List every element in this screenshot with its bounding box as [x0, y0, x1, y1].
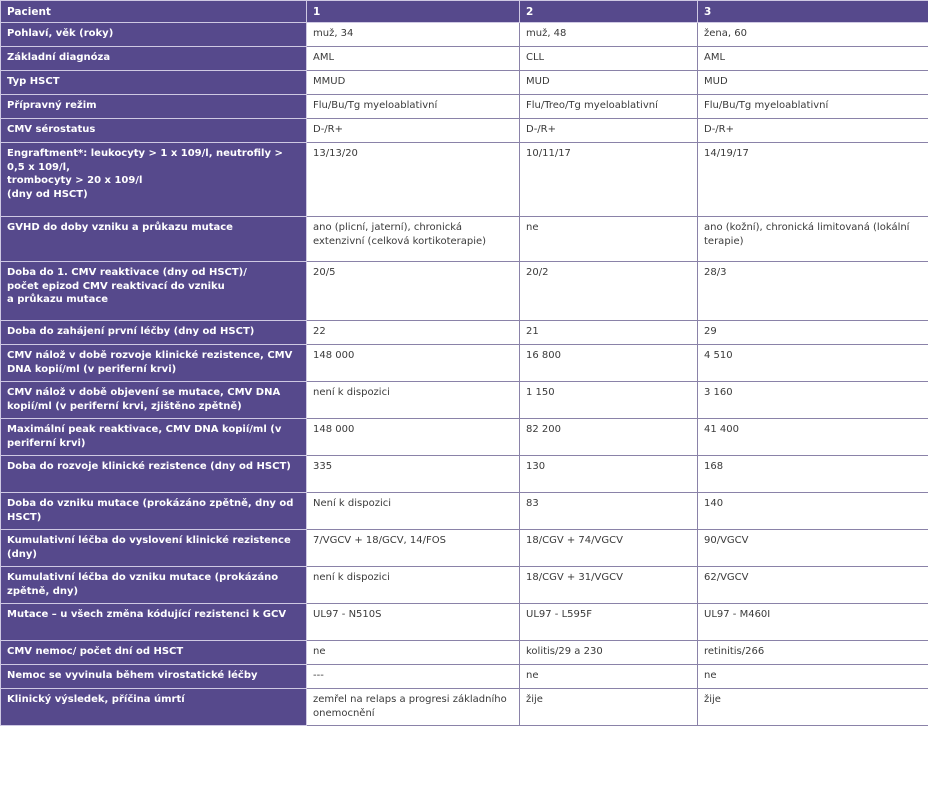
value-cell-patient-3: MUD: [698, 71, 928, 95]
value-cell-patient-1: Není k dispozici: [307, 493, 520, 530]
row-label-cell: Nemoc se vyvinula během virostatické léčby: [1, 665, 307, 689]
value-cell-patient-3: 90/VGCV: [698, 530, 928, 567]
value-cell-patient-2: ne: [520, 665, 698, 689]
table-row: [1, 217, 928, 262]
value-cell-patient-2: 83: [520, 493, 698, 530]
value-cell-patient-3: ano (kožní), chronická limitovaná (lokální terapie): [698, 217, 928, 262]
value-cell-patient-2: Flu/Treo/Tg myeloablativní: [520, 95, 698, 119]
row-label-cell: Doba do 1. CMV reaktivace (dny od HSCT)/ počet epizod CMV reaktivací do vzniku a průkazu mutace: [1, 262, 307, 321]
value-cell-patient-1: 335: [307, 456, 520, 493]
value-cell-patient-1: ---: [307, 665, 520, 689]
value-cell-patient-3: D-/R+: [698, 119, 928, 143]
row-label-cell: Typ HSCT: [1, 71, 307, 95]
value-cell-patient-2: MUD: [520, 71, 698, 95]
value-cell-patient-2: 82 200: [520, 419, 698, 456]
row-label-cell: Základní diagnóza: [1, 47, 307, 71]
table-header-row: [1, 1, 928, 23]
table-row: [1, 530, 928, 567]
value-cell-patient-2: 20/2: [520, 262, 698, 321]
value-cell-patient-3: 28/3: [698, 262, 928, 321]
row-label-cell: CMV nálož v době rozvoje klinické rezistence, CMV DNA kopií/ml (v periferní krvi): [1, 345, 307, 382]
row-label-cell: CMV nemoc/ počet dní od HSCT: [1, 641, 307, 665]
table-row: [1, 604, 928, 641]
value-cell-patient-3: UL97 - M460I: [698, 604, 928, 641]
value-cell-patient-1: D-/R+: [307, 119, 520, 143]
table-row: [1, 382, 928, 419]
value-cell-patient-2: žije: [520, 689, 698, 726]
value-cell-patient-3: žije: [698, 689, 928, 726]
value-cell-patient-2: 18/CGV + 74/VGCV: [520, 530, 698, 567]
value-cell-patient-2: 130: [520, 456, 698, 493]
table-row: [1, 689, 928, 726]
row-label-cell: Kumulativní léčba do vzniku mutace (prokázáno zpětně, dny): [1, 567, 307, 604]
value-cell-patient-1: 20/5: [307, 262, 520, 321]
value-cell-patient-3: 29: [698, 321, 928, 345]
value-cell-patient-1: Flu/Bu/Tg myeloablativní: [307, 95, 520, 119]
value-cell-patient-1: není k dispozici: [307, 567, 520, 604]
row-label-cell: Doba do zahájení první léčby (dny od HSCT): [1, 321, 307, 345]
table-row: [1, 95, 928, 119]
value-cell-patient-3: retinitis/266: [698, 641, 928, 665]
header-cell-patient-2: 2: [520, 1, 698, 23]
value-cell-patient-3: 14/19/17: [698, 143, 928, 217]
value-cell-patient-3: AML: [698, 47, 928, 71]
value-cell-patient-1: UL97 - N510S: [307, 604, 520, 641]
table-row: [1, 143, 928, 217]
table-row: [1, 419, 928, 456]
table-row: [1, 345, 928, 382]
value-cell-patient-3: ne: [698, 665, 928, 689]
table-row: [1, 567, 928, 604]
header-cell-pacient: Pacient: [1, 1, 307, 23]
value-cell-patient-1: AML: [307, 47, 520, 71]
value-cell-patient-1: 148 000: [307, 419, 520, 456]
value-cell-patient-1: 148 000: [307, 345, 520, 382]
table-row: [1, 262, 928, 321]
table-row: [1, 665, 928, 689]
value-cell-patient-2: 16 800: [520, 345, 698, 382]
value-cell-patient-1: ano (plicní, jaterní), chronická extenzivní (celková kortikoterapie): [307, 217, 520, 262]
value-cell-patient-2: kolitis/29 a 230: [520, 641, 698, 665]
row-label-cell: Klinický výsledek, příčina úmrtí: [1, 689, 307, 726]
table-body: [1, 23, 928, 726]
table-row: [1, 493, 928, 530]
row-label-cell: Kumulativní léčba do vyslovení klinické rezistence (dny): [1, 530, 307, 567]
value-cell-patient-3: 140: [698, 493, 928, 530]
value-cell-patient-3: Flu/Bu/Tg myeloablativní: [698, 95, 928, 119]
header-cell-patient-1: 1: [307, 1, 520, 23]
value-cell-patient-2: 21: [520, 321, 698, 345]
value-cell-patient-2: D-/R+: [520, 119, 698, 143]
table-row: [1, 641, 928, 665]
value-cell-patient-2: 1 150: [520, 382, 698, 419]
value-cell-patient-1: zemřel na relaps a progresi základního onemocnění: [307, 689, 520, 726]
table-row: [1, 456, 928, 493]
value-cell-patient-3: žena, 60: [698, 23, 928, 47]
row-label-cell: Doba do rozvoje klinické rezistence (dny od HSCT): [1, 456, 307, 493]
row-label-cell: Maximální peak reaktivace, CMV DNA kopií/ml (v periferní krvi): [1, 419, 307, 456]
value-cell-patient-2: muž, 48: [520, 23, 698, 47]
header-cell-patient-3: 3: [698, 1, 928, 23]
value-cell-patient-1: 13/13/20: [307, 143, 520, 217]
value-cell-patient-3: 3 160: [698, 382, 928, 419]
row-label-cell: CMV sérostatus: [1, 119, 307, 143]
row-label-cell: Pohlaví, věk (roky): [1, 23, 307, 47]
table-row: [1, 321, 928, 345]
value-cell-patient-3: 168: [698, 456, 928, 493]
table-row: [1, 119, 928, 143]
value-cell-patient-1: MMUD: [307, 71, 520, 95]
value-cell-patient-2: ne: [520, 217, 698, 262]
value-cell-patient-3: 4 510: [698, 345, 928, 382]
value-cell-patient-1: 7/VGCV + 18/GCV, 14/FOS: [307, 530, 520, 567]
value-cell-patient-2: CLL: [520, 47, 698, 71]
value-cell-patient-2: 10/11/17: [520, 143, 698, 217]
value-cell-patient-2: 18/CGV + 31/VGCV: [520, 567, 698, 604]
value-cell-patient-1: ne: [307, 641, 520, 665]
value-cell-patient-1: 22: [307, 321, 520, 345]
value-cell-patient-3: 62/VGCV: [698, 567, 928, 604]
value-cell-patient-1: muž, 34: [307, 23, 520, 47]
value-cell-patient-3: 41 400: [698, 419, 928, 456]
table-row: [1, 47, 928, 71]
row-label-cell: Mutace – u všech změna kódující rezistenci k GCV: [1, 604, 307, 641]
row-label-cell: CMV nálož v době objevení se mutace, CMV DNA kopií/ml (v periferní krvi, zjištěno zpětně): [1, 382, 307, 419]
row-label-cell: Engraftment*: leukocyty > 1 x 109/l, neutrofily > 0,5 x 109/l, trombocyty > 20 x 109/l (dny od HSCT): [1, 143, 307, 217]
value-cell-patient-2: UL97 - L595F: [520, 604, 698, 641]
table-row: [1, 71, 928, 95]
value-cell-patient-1: není k dispozici: [307, 382, 520, 419]
row-label-cell: Přípravný režim: [1, 95, 307, 119]
row-label-cell: GVHD do doby vzniku a průkazu mutace: [1, 217, 307, 262]
row-label-cell: Doba do vzniku mutace (prokázáno zpětně, dny od HSCT): [1, 493, 307, 530]
table-row: [1, 23, 928, 47]
